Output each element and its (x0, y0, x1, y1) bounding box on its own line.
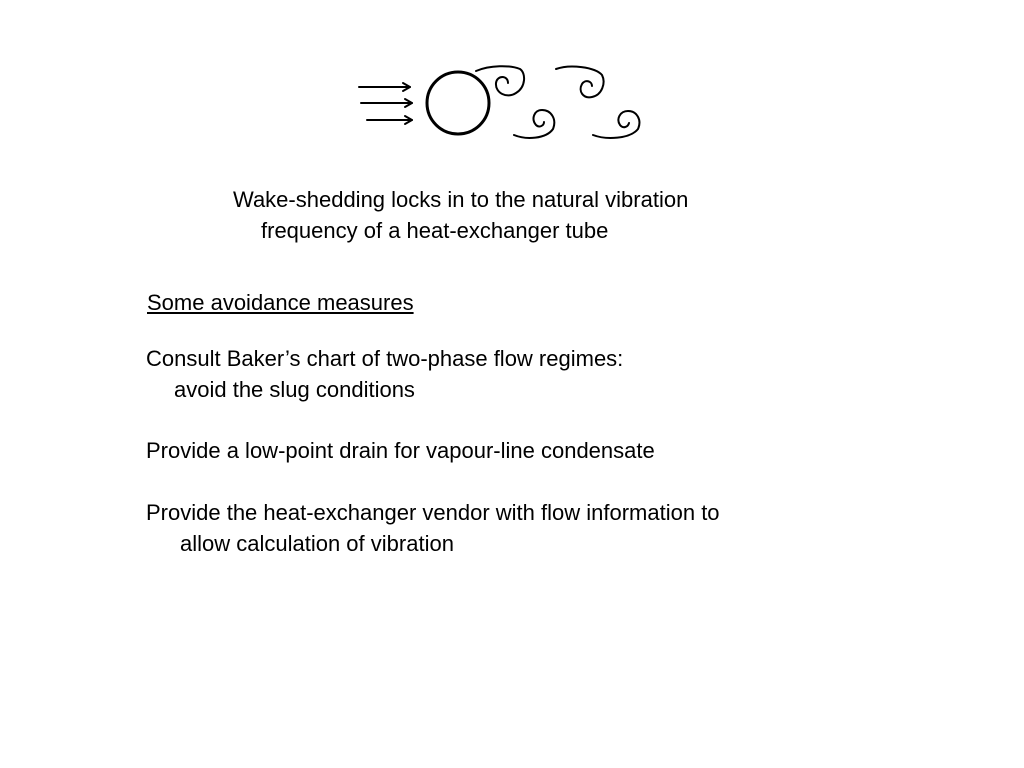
section-heading: Some avoidance measures (147, 290, 414, 315)
vortex-icon (514, 110, 554, 138)
measure-2-line-1: Provide a low-point drain for vapour-line condensate (146, 438, 655, 463)
flow-arrow-icon (361, 99, 412, 107)
vortex-shedding-diagram (350, 55, 660, 155)
vortex-icon (476, 66, 524, 95)
diagram-caption-line-2: frequency of a heat-exchanger tube (261, 218, 609, 243)
measure-1-line-2: avoid the slug conditions (174, 377, 415, 402)
measure-3-line-1: Provide the heat-exchanger vendor with flow information to (146, 500, 720, 525)
diagram-caption-line-1: Wake-shedding locks in to the natural vibration (233, 187, 689, 212)
vortex-icon (593, 111, 639, 138)
flow-arrow-icon (359, 83, 410, 91)
flow-arrow-icon (367, 116, 412, 124)
vortex-icon (556, 67, 604, 98)
measure-3-line-2: allow calculation of vibration (180, 531, 454, 556)
tube-cross-section-icon (427, 72, 489, 134)
measure-1-line-1: Consult Baker’s chart of two-phase flow regimes: (146, 346, 624, 371)
